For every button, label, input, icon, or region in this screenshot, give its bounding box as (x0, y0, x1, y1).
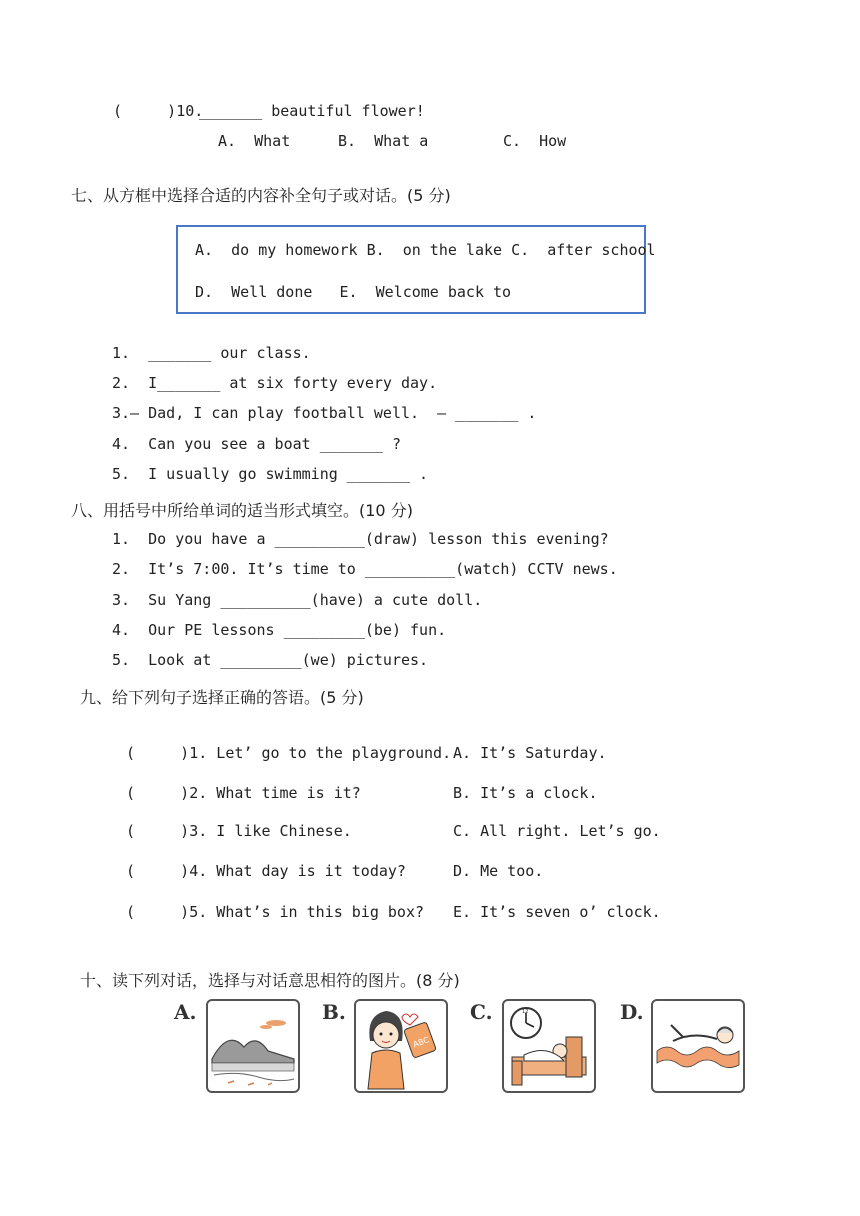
section-9-answer: A. It’s Saturday. (453, 744, 607, 762)
section-7-item: 5. I usually go swimming _______ . (112, 465, 429, 483)
section-9-question: ( )4. What day is it today? (126, 862, 406, 880)
section-9-question: ( )1. Let’ go to the playground. (126, 744, 452, 762)
section-9-answer: C. All right. Let’s go. (453, 822, 661, 840)
q10-option-a: A. What (218, 132, 291, 150)
section-7-item: 3.— Dad, I can play football well. — _______ . (112, 404, 537, 422)
section-9-answer: E. It’s seven o’ clock. (453, 903, 661, 921)
section-10-heading: 十、读下列对话，选择与对话意思相符的图片。(8 分) (80, 971, 460, 990)
section-8-item: 1. Do you have a __________(draw) lesson this evening? (112, 530, 609, 548)
section-9-answer: B. It’s a clock. (453, 784, 598, 802)
q10-option-c: C. How (503, 132, 567, 150)
section-7-item: 1. _______ our class. (112, 344, 311, 362)
lake-landscape-picture (206, 999, 300, 1093)
svg-text:ABC: ABC (411, 1035, 431, 1050)
bed-clock-picture (502, 999, 596, 1093)
section-7-heading: 七、从方框中选择合适的内容补全句子或对话。(5 分) (71, 186, 451, 205)
word-bank-line-2: D. Well done E. Welcome back to (195, 283, 512, 301)
q10-stem: _______ beautiful flower! (199, 102, 425, 120)
q10-option-b: B. What a (338, 132, 429, 150)
section-8-item: 2. It’s 7:00. It’s time to __________(watch) CCTV news. (112, 560, 618, 578)
word-bank-line-1: A. do my homework B. on the lake C. after school (195, 241, 656, 259)
section-7-item: 2. I_______ at six forty every day. (112, 374, 438, 392)
q10-paren: ( )10. (113, 102, 204, 120)
picture-label-b: B. (322, 1000, 346, 1024)
section-9-question: ( )5. What’s in this big box? (126, 903, 425, 921)
svg-text:12: 12 (522, 1009, 529, 1015)
picture-label-a: A. (174, 1000, 197, 1024)
section-8-heading: 八、用括号中所给单词的适当形式填空。(10 分) (71, 501, 413, 520)
section-7-item: 4. Can you see a boat _______ ? (112, 435, 401, 453)
section-8-item: 5. Look at _________(we) pictures. (112, 651, 429, 669)
section-9-heading: 九、给下列句子选择正确的答语。(5 分) (80, 688, 364, 707)
section-8-item: 4. Our PE lessons _________(be) fun. (112, 621, 447, 639)
section-9-question: ( )2. What time is it? (126, 784, 361, 802)
picture-label-d: D. (620, 1000, 644, 1024)
girl-reading-picture (354, 999, 448, 1093)
section-9-answer: D. Me too. (453, 862, 544, 880)
swimmer-picture (651, 999, 745, 1093)
section-9-question: ( )3. I like Chinese. (126, 822, 352, 840)
section-8-item: 3. Su Yang __________(have) a cute doll. (112, 591, 483, 609)
picture-label-c: C. (470, 1000, 493, 1024)
